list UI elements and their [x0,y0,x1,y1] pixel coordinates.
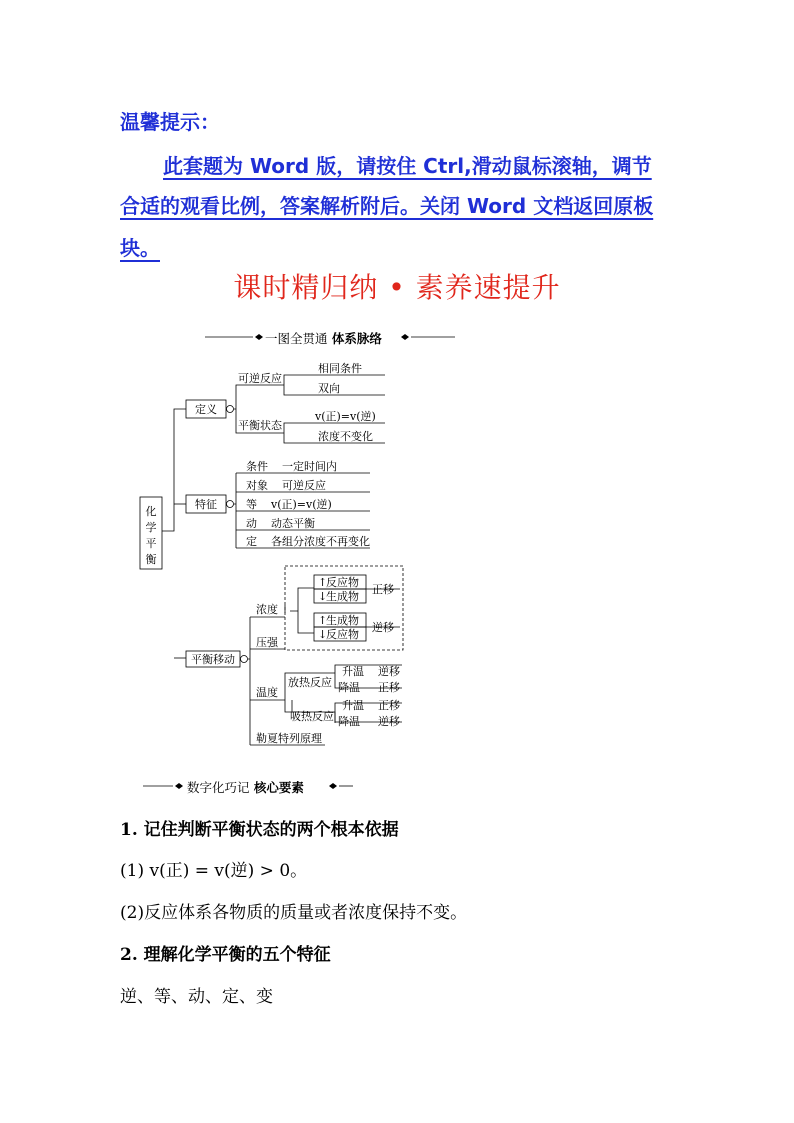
feature-item: 等 v(正)=v(逆) [246,498,332,511]
notice-line-1: 此套题为 Word 版，请按住 Ctrl,滑动鼠标滚轴，调节 [163,154,652,178]
node-shift: 平衡移动 [191,653,235,666]
node-equilibrium-state: 平衡状态 [238,419,282,432]
root-char-2: 学 [145,521,157,534]
node-definition: 定义 [195,403,217,416]
heading-1: 1. 记住判断平衡状态的两个根本依据 [120,820,399,840]
root-char-1: 化 [145,505,157,518]
node-le-chatelier: 勒夏特列原理 [256,732,322,745]
root-char-4: 衡 [145,553,157,566]
temp-action: 降温 [338,715,360,728]
paragraph-1: (1) v(正) = v(逆) > 0。 [120,861,308,881]
feature-item: 定 各组分浓度不再变化 [246,535,370,548]
section-header-system [205,329,455,347]
temp-action: 升温 [342,665,364,678]
paragraph-3: 逆、等、动、定、变 [120,987,273,1007]
feature-item: 条件 一定时间内 [246,460,337,473]
node-forward: 正移 [372,583,394,596]
section-label-light: 一图全贯通 [265,331,328,346]
temp-action: 升温 [342,699,364,712]
node-conc-constant: 浓度不变化 [318,430,373,443]
temp-result: 正移 [378,681,400,694]
section-label-bold: 核心要素 [253,780,304,795]
arrow-up-icon: ↑ [318,614,328,627]
node-temperature: 温度 [256,686,278,699]
arrow-down-icon: ↓ [318,590,328,603]
node-same-conditions: 相同条件 [318,362,362,375]
temp-result: 逆移 [378,665,400,678]
notice-line-3: 块。 [120,236,160,260]
node-exothermic: 放热反应 [288,676,332,689]
node-reversible: 可逆反应 [238,372,282,385]
section-label-light: 数字化巧记 [187,780,250,795]
node-concentration: 浓度 [256,603,278,616]
node-reactant-up: 反应物 [326,576,359,589]
heading-2: 2. 理解化学平衡的五个特征 [120,945,331,965]
node-pressure: 压强 [256,636,278,649]
section-header-core [143,778,353,796]
node-reactant-down: 反应物 [326,628,359,641]
node-product-up: 生成物 [326,614,359,627]
node-reverse: 逆移 [372,621,394,634]
section-label-bold: 体系脉络 [331,331,382,346]
arrow-down-icon: ↓ [318,628,328,641]
temp-result: 逆移 [378,715,400,728]
concept-map [130,355,420,755]
root-char-3: 平 [145,537,157,550]
node-endothermic: 吸热反应 [290,710,334,723]
feature-item: 对象 可逆反应 [246,479,326,492]
feature-item: 动 动态平衡 [246,517,315,530]
temp-action: 降温 [338,681,360,694]
node-features: 特征 [195,498,217,511]
temp-result: 正移 [378,699,400,712]
paragraph-2: (2)反应体系各物质的质量或者浓度保持不变。 [120,903,468,923]
node-two-way: 双向 [318,382,340,395]
arrow-up-icon: ↑ [318,576,328,589]
node-product-down: 生成物 [326,590,359,603]
notice-line-2: 合适的观看比例，答案解析附后。关闭 Word 文档返回原板 [120,194,654,218]
node-rate-equal: v(正)=v(逆) [315,410,376,423]
notice-title: 温馨提示： [120,110,220,134]
page-title: 课时精归纳 • 素养速提升 [233,271,561,304]
